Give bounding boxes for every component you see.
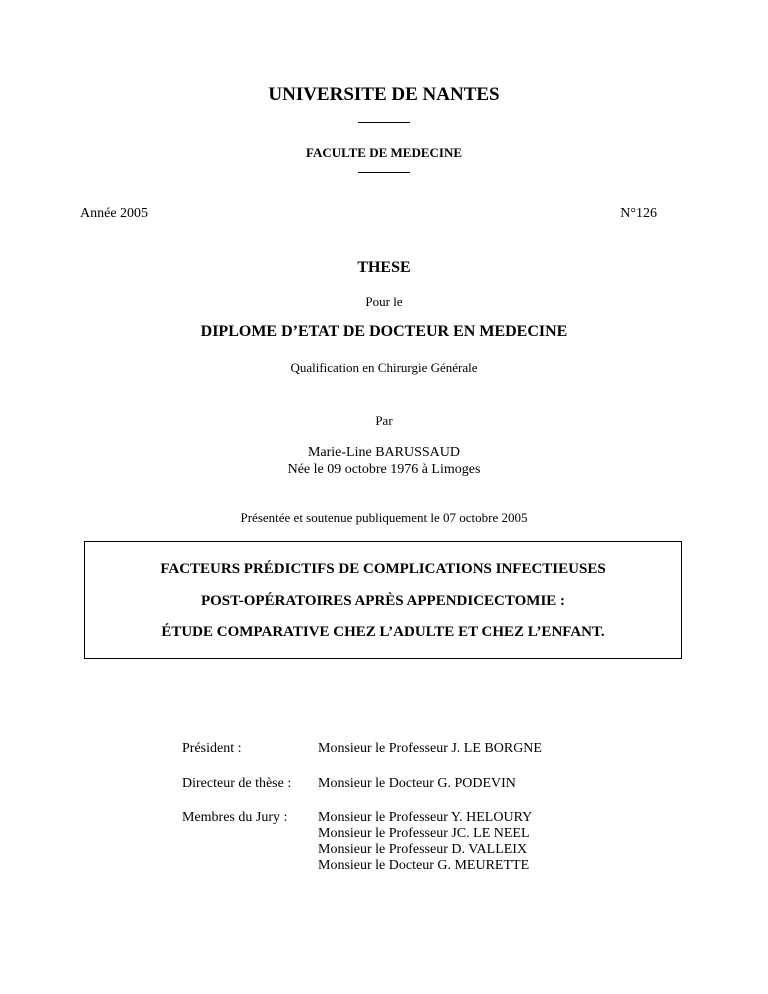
author-birth: Née le 09 octobre 1976 à Limoges <box>287 462 481 477</box>
diploma-title: DIPLOME D’ETAT DE DOCTEUR EN MEDECINE <box>200 323 568 340</box>
director-name: Monsieur le Docteur G. PODEVIN <box>318 776 516 791</box>
director-label: Directeur de thèse : <box>182 776 292 791</box>
presentation-date: Présentée et soutenue publiquement le 07 octobre 2005 <box>240 510 528 525</box>
faculty-name: FACULTE DE MEDECINE <box>305 145 463 160</box>
thesis-heading: THESE <box>357 259 411 276</box>
author-name: Marie-Line BARUSSAUD <box>307 445 461 460</box>
thesis-title-box <box>84 541 682 659</box>
jury-member: Monsieur le Professeur D. VALLEIX <box>318 842 528 857</box>
thesis-number: N°126 <box>620 206 657 221</box>
jury-member: Monsieur le Docteur G. MEURETTE <box>318 858 530 873</box>
president-name: Monsieur le Professeur J. LE BORGNE <box>318 741 542 756</box>
qualification: Qualification en Chirurgie Générale <box>290 360 478 375</box>
divider <box>358 122 410 123</box>
divider <box>358 172 410 173</box>
jury-member: Monsieur le Professeur Y. HELOURY <box>318 810 533 825</box>
by-text: Par <box>375 413 393 428</box>
thesis-title-line: ÉTUDE COMPARATIVE CHEZ L’ADULTE ET CHEZ L’ENFANT. <box>161 624 605 640</box>
for-the-text: Pour le <box>365 294 403 309</box>
president-label: Président : <box>182 741 242 756</box>
thesis-title-line: POST-OPÉRATOIRES APRÈS APPENDICECTOMIE : <box>200 593 566 609</box>
year: Année 2005 <box>80 206 149 221</box>
jury-members-label: Membres du Jury : <box>182 810 288 825</box>
jury-member: Monsieur le Professeur JC. LE NEEL <box>318 826 530 841</box>
university-name: UNIVERSITE DE NANTES <box>268 84 500 105</box>
thesis-title-line: FACTEURS PRÉDICTIFS DE COMPLICATIONS INFECTIEUSES <box>160 561 606 577</box>
